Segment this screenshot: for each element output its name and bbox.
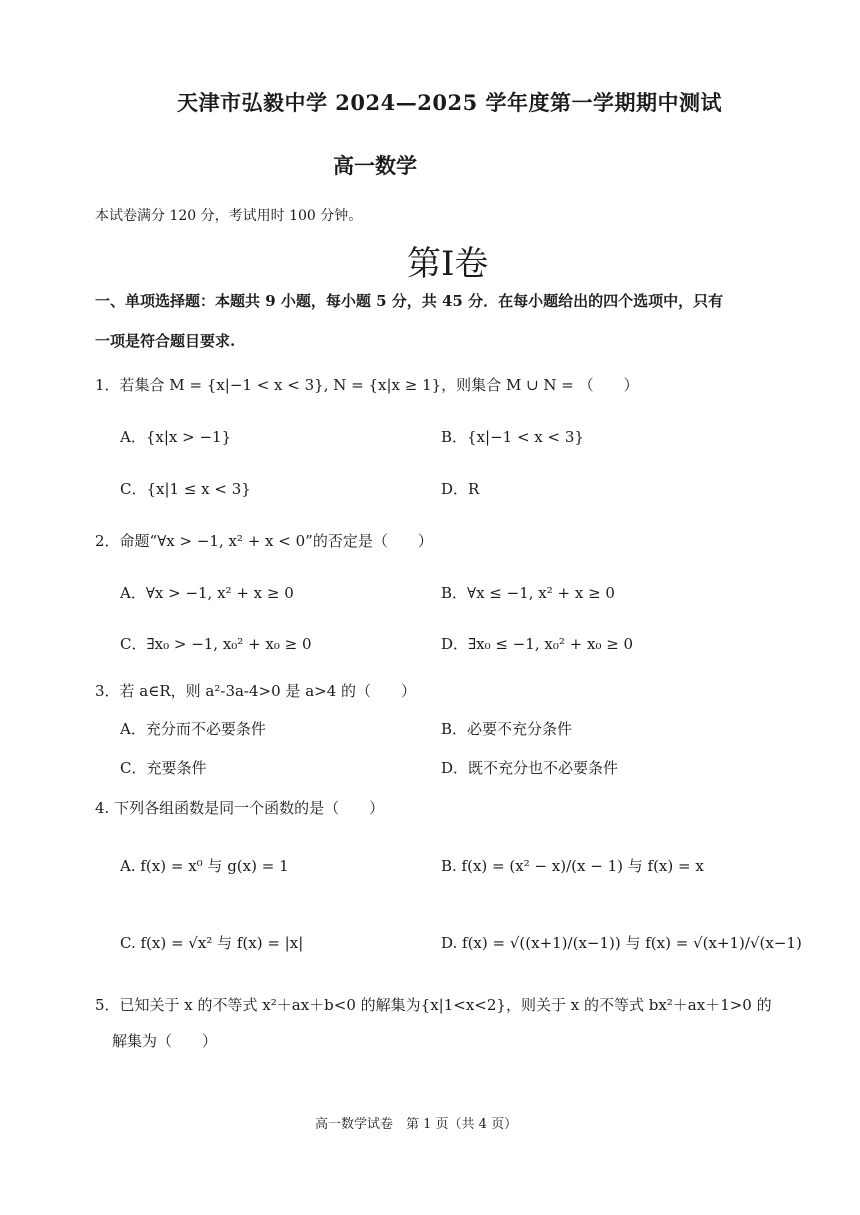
question-3-stem: 3．若 a∈R，则 a²-3a-4>0 是 a>4 的（ ） xyxy=(95,682,417,700)
question-2-option-c: C．∃x₀ > −1, x₀² + x₀ ≥ 0 xyxy=(120,635,312,653)
section-heading-line1: 一、单项选择题：本题共 9 小题，每小题 5 分，共 45 分．在每小题给出的四个选项中，只有 xyxy=(95,292,724,310)
question-3-option-c: C．充要条件 xyxy=(120,759,207,777)
question-1-option-d: D．R xyxy=(441,480,480,498)
question-2-option-a: A．∀x > −1, x² + x ≥ 0 xyxy=(120,584,294,602)
question-4-option-a: A. f(x) = x⁰ 与 g(x) = 1 xyxy=(120,857,289,875)
question-2-stem: 2．命题“∀x > −1, x² + x < 0”的否定是（ ） xyxy=(95,532,433,550)
question-3-option-d: D．既不充分也不必要条件 xyxy=(441,759,619,777)
question-4-option-d: D. f(x) = √((x+1)/(x−1)) 与 f(x) = √(x+1)/√(x−1) xyxy=(441,934,802,952)
section-heading-line2: 一项是符合题目要求. xyxy=(95,332,236,350)
question-4-option-c: C. f(x) = √x² 与 f(x) = |x| xyxy=(120,934,304,952)
question-2-option-d: D．∃x₀ ≤ −1, x₀² + x₀ ≥ 0 xyxy=(441,635,634,653)
question-1-option-c: C．{x|1 ≤ x < 3} xyxy=(120,480,251,498)
question-1-option-a: A．{x|x > −1} xyxy=(120,428,232,446)
exam-note: 本试卷满分 120 分，考试用时 100 分钟。 xyxy=(95,208,363,224)
volume-title: 第I卷 xyxy=(407,244,489,284)
question-2-option-b: B．∀x ≤ −1, x² + x ≥ 0 xyxy=(441,584,615,602)
exam-title: 天津市弘毅中学 2024—2025 学年度第一学期期中测试 xyxy=(177,90,723,115)
question-4-option-b: B. f(x) = (x² − x)/(x − 1) 与 f(x) = x xyxy=(441,857,704,875)
question-3-option-b: B．必要不充分条件 xyxy=(441,720,573,738)
question-3-option-a: A．充分而不必要条件 xyxy=(120,720,266,738)
question-4-stem: 4. 下列各组函数是同一个函数的是（ ） xyxy=(95,799,385,817)
question-1-option-b: B．{x|−1 < x < 3} xyxy=(441,428,584,446)
question-1-stem: 1．若集合 M = {x|−1 < x < 3}, N = {x|x ≥ 1}，则集合 M ∪ N = （ ） xyxy=(95,376,639,394)
page-footer: 高一数学试卷 第 1 页（共 4 页） xyxy=(315,1117,518,1132)
subject-title: 高一数学 xyxy=(333,153,417,178)
question-5-stem: 5．已知关于 x 的不等式 x²＋ax＋b<0 的解集为{x|1<x<2}，则关于 x 的不等式 bx²＋ax＋1>0 的 xyxy=(95,996,772,1014)
question-5-stem-continued: 解集为（ ） xyxy=(112,1032,218,1050)
